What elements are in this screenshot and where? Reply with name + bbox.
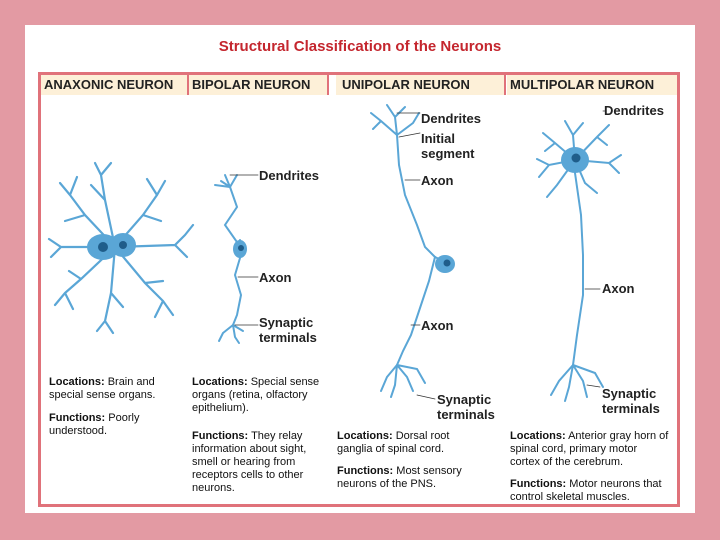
anaxonic-functions-label: Functions: <box>49 412 106 424</box>
bipolar-axon-label: Axon <box>259 270 292 285</box>
unipolar-locations-text: Dorsal root ganglia of spinal cord. <box>337 430 450 455</box>
anaxonic-locations-label: Locations: <box>49 376 105 388</box>
multipolar-functions-text: Motor neurons that control skeletal muscles. <box>510 478 662 503</box>
multipolar-locations <box>510 430 670 469</box>
unipolar-synaptic-line2: terminals <box>437 407 495 422</box>
header-bipolar: BIPOLAR NEURON <box>189 75 329 95</box>
anaxonic-functions <box>49 412 174 438</box>
unipolar-locations-label: Locations: <box>337 430 393 442</box>
bipolar-functions <box>192 430 322 495</box>
multipolar-functions-label: Functions: <box>510 478 567 490</box>
multipolar-locations-text: Anterior gray horn of spinal cord, primary motor cortex of the cerebrum. <box>510 430 669 468</box>
multipolar-locations-label: Locations: <box>510 430 566 442</box>
unipolar-synaptic-line1: Synaptic <box>437 392 492 407</box>
bipolar-functions-text: They relay information about sight, smell or hearing from receptors cells to other neurons. <box>192 430 307 494</box>
multipolar-synaptic-line2: terminals <box>602 401 660 416</box>
unipolar-initial-segment-label <box>421 131 474 161</box>
anaxonic-functions-text: Poorly understood. <box>49 412 140 437</box>
multipolar-functions <box>510 478 670 504</box>
multipolar-synaptic-line1: Synaptic <box>602 386 657 401</box>
bipolar-synaptic-line1: Synaptic <box>259 315 314 330</box>
unipolar-functions-text: Most sensory neurons of the PNS. <box>337 465 462 490</box>
slide <box>25 25 695 513</box>
bipolar-functions-label: Functions: <box>192 430 249 442</box>
unipolar-locations <box>337 430 477 456</box>
bipolar-locations-text: Special sense organs (retina, olfactory epithelium). <box>192 376 320 414</box>
header-unipolar: UNIPOLAR NEURON <box>336 75 506 95</box>
header-anaxonic: ANAXONIC NEURON <box>41 75 189 95</box>
unipolar-initial-line1: Initial <box>421 131 455 146</box>
multipolar-axon-label: Axon <box>602 281 635 296</box>
bipolar-neuron <box>215 175 258 343</box>
anaxonic-locations-text: Brain and special sense organs. <box>49 376 156 401</box>
bipolar-synaptic-label <box>259 315 317 345</box>
anaxonic-neuron <box>49 163 193 333</box>
page-title: Structural Classification of the Neurons <box>218 38 502 55</box>
unipolar-synaptic-label <box>437 392 495 422</box>
bipolar-synaptic-line2: terminals <box>259 330 317 345</box>
unipolar-functions-label: Functions: <box>337 465 394 477</box>
unipolar-dendrites-label: Dendrites <box>421 111 481 126</box>
bipolar-locations <box>192 376 327 415</box>
header-multipolar: MULTIPOLAR NEURON <box>507 75 677 95</box>
multipolar-dendrites-label: Dendrites <box>604 103 664 118</box>
unipolar-initial-line2: segment <box>421 146 475 161</box>
unipolar-axon-top-label: Axon <box>421 173 454 188</box>
multipolar-neuron <box>537 111 621 401</box>
multipolar-synaptic-label <box>602 386 660 416</box>
anaxonic-locations <box>49 376 174 402</box>
bipolar-locations-label: Locations: <box>192 376 248 388</box>
bipolar-dendrites-label: Dendrites <box>259 168 319 183</box>
unipolar-axon-bottom-label: Axon <box>421 318 454 333</box>
unipolar-functions <box>337 465 487 491</box>
